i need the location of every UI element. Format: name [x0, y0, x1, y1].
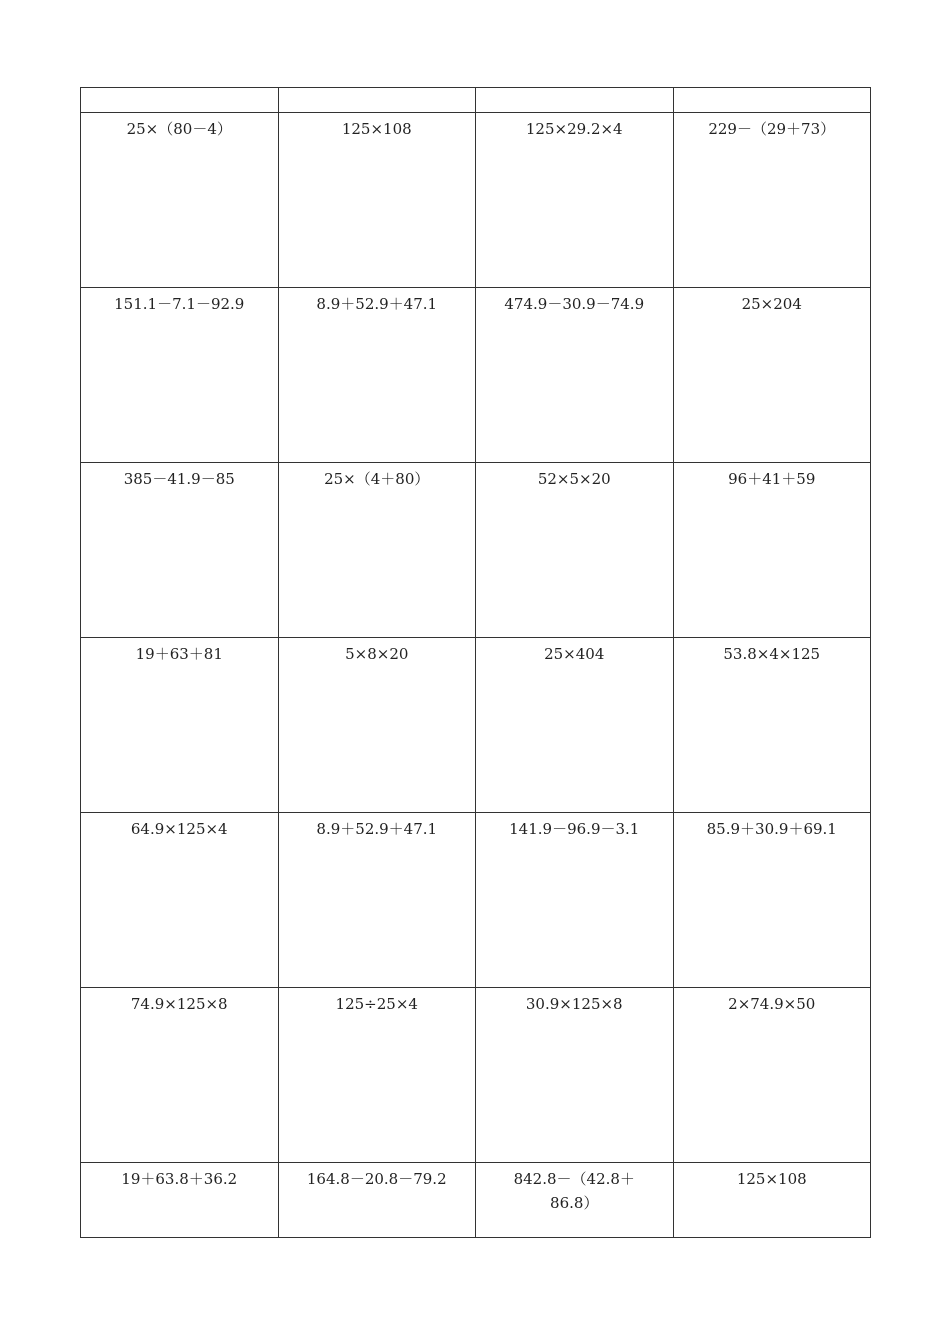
expression: 25×204	[741, 295, 802, 313]
problem-cell[interactable]	[278, 638, 476, 813]
problem-cell[interactable]	[673, 288, 871, 463]
expression: 25×404	[544, 645, 605, 663]
problem-table	[80, 87, 871, 1238]
expression: 5×8×20	[345, 645, 409, 663]
expression: 842.8－（42.8＋86.8）	[513, 1170, 635, 1212]
expression: 53.8×4×125	[723, 645, 821, 663]
problem-row	[81, 463, 871, 638]
problem-cell[interactable]	[476, 638, 674, 813]
problem-cell[interactable]	[278, 113, 476, 288]
problem-row	[81, 813, 871, 988]
problem-cell[interactable]	[278, 463, 476, 638]
expression: 19＋63.8＋36.2	[121, 1170, 238, 1188]
expression: 30.9×125×8	[525, 995, 623, 1013]
problem-row	[81, 288, 871, 463]
expression: 385－41.9－85	[123, 470, 235, 488]
expression: 8.9＋52.9＋47.1	[316, 820, 438, 838]
problem-cell[interactable]	[81, 1163, 279, 1238]
problem-cell[interactable]	[673, 113, 871, 288]
problem-cell[interactable]	[673, 1163, 871, 1238]
problem-cell[interactable]	[278, 813, 476, 988]
problem-row	[81, 988, 871, 1163]
expression: 96＋41＋59	[728, 470, 816, 488]
problem-cell[interactable]	[476, 288, 674, 463]
problem-row	[81, 638, 871, 813]
problem-cell[interactable]	[673, 463, 871, 638]
expression: 8.9＋52.9＋47.1	[316, 295, 438, 313]
expression: 125×108	[736, 1170, 807, 1188]
problem-row	[81, 113, 871, 288]
problem-cell[interactable]	[81, 813, 279, 988]
expression: 164.8－20.8－79.2	[306, 1170, 447, 1188]
problem-cell[interactable]	[673, 638, 871, 813]
expression: 151.1－7.1－92.9	[114, 295, 245, 313]
problem-cell[interactable]	[278, 988, 476, 1163]
problem-row	[81, 1163, 871, 1238]
expression: 85.9＋30.9＋69.1	[706, 820, 837, 838]
problem-cell[interactable]	[81, 113, 279, 288]
expression: 125÷25×4	[335, 995, 418, 1013]
header-cell	[278, 88, 476, 113]
expression: 52×5×20	[537, 470, 611, 488]
expression: 25×（4＋80）	[324, 470, 430, 488]
problem-cell[interactable]	[476, 113, 674, 288]
expression: 74.9×125×8	[130, 995, 228, 1013]
expression: 125×29.2×4	[525, 120, 623, 138]
expression: 25×（80－4）	[126, 120, 232, 138]
problem-cell[interactable]	[278, 288, 476, 463]
expression: 474.9－30.9－74.9	[504, 295, 645, 313]
problem-cell[interactable]	[81, 988, 279, 1163]
problem-cell[interactable]	[81, 638, 279, 813]
header-cell	[476, 88, 674, 113]
problem-cell[interactable]	[476, 463, 674, 638]
expression: 141.9－96.9－3.1	[509, 820, 640, 838]
problem-cell[interactable]	[81, 463, 279, 638]
expression: 125×108	[341, 120, 412, 138]
expression: 2×74.9×50	[728, 995, 816, 1013]
expression: 19＋63＋81	[135, 645, 223, 663]
expression: 64.9×125×4	[130, 820, 228, 838]
header-cell	[673, 88, 871, 113]
header-row	[81, 88, 871, 113]
problem-cell[interactable]	[673, 988, 871, 1163]
problem-cell[interactable]	[673, 813, 871, 988]
problem-cell[interactable]	[81, 288, 279, 463]
expression: 229－（29＋73）	[708, 120, 836, 138]
problem-cell[interactable]	[278, 1163, 476, 1238]
problem-cell[interactable]	[476, 988, 674, 1163]
problem-cell[interactable]	[476, 813, 674, 988]
problem-cell[interactable]	[476, 1163, 674, 1238]
header-cell	[81, 88, 279, 113]
